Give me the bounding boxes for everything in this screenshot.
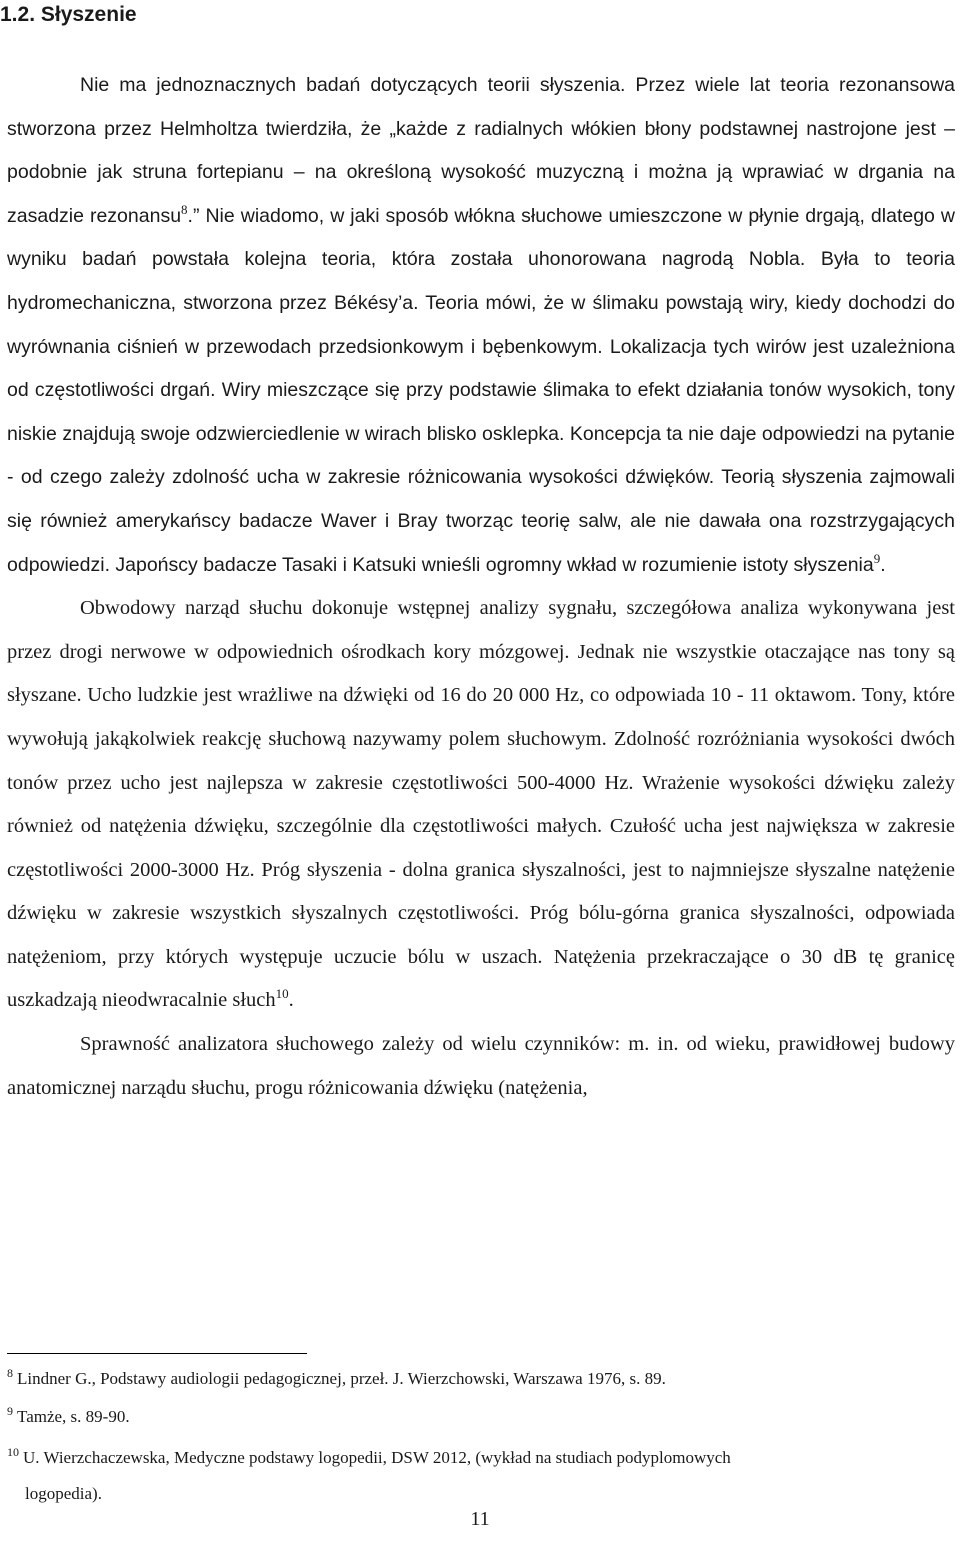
footnote-text: Tamże, s. 89-90. — [17, 1407, 130, 1426]
paragraph-1-text-cont: .” Nie wiadomo, w jaki sposób włókna słuchowe umieszczone w płynie drgają, dlatego w wyniku badań powstała kolejna teoria, która została uhonorowana nagrodą Nobla. Była to teoria hydromechaniczna, stworzona przez Békésy’a. Teoria mówi, że w ślimaku powstają wiry, kiedy dochodzi do wyrównania ciśnień w przewodach przedsionkowym i bębenkowym. Lokalizacja tych wirów jest uzależniona od częstotliwości drgań. Wiry mieszczące się przy podstawie ślimaka to efekt działania tonów wysokich, tony niskie znajdują swoje odzwierciedlenie w wirach blisko osklepka. Koncepcja ta nie daje odpowiedzi na pytanie - od czego zależy zdolność ucha w zakresie różnicowania wysokości dźwięków. Teorią słyszenia zajmowali się również amerykańscy badacze Waver i Bray tworząc teorię salw, ale nie dawała ona rozstrzygających odpowiedzi. Japońscy badacze Tasaki i Katsuki wnieśli ogromny wkład w rozumienie istoty słyszenia — [7, 204, 955, 576]
paragraph-1 — [7, 64, 955, 587]
footnote-9 — [7, 1402, 955, 1432]
footnote-text: U. Wierzchaczewska, Medyczne podstawy logopedii, DSW 2012, (wykład na studiach podyplomowych — [23, 1448, 731, 1467]
paragraph-3-text: Sprawność analizatora słuchowego zależy od wielu czynników: m. in. od wieku, prawidłowej budowy anatomicznej narządu słuchu, progu różnicowania dźwięku (natężenia, — [7, 1033, 955, 1099]
paragraph-2-text: Obwodowy narząd słuchu dokonuje wstępnej analizy sygnału, szczegółowa analiza wykonywana jest przez drogi nerwowe w odpowiednich ośrodkach kory mózgowej. Jednak nie wszystkie otaczające nas tony są słyszane. Ucho ludzkie jest wrażliwe na dźwięki od 16 do 20 000 Hz, co odpowiada 10 - 11 oktawom. Tony, które wywołują jakąkolwiek reakcję słuchową nazywamy polem słuchowym. Zdolność rozróżniania wysokości dwóch tonów przez ucho jest najlepsza w zakresie częstotliwości 500-4000 Hz. Wrażenie wysokości dźwięku zależy również od natężenia dźwięku, szczególnie dla częstotliwości małych. Czułość ucha jest największa w zakresie częstotliwości 2000-3000 Hz. Próg słyszenia - dolna granica słyszalności, jest to najmniejsze słyszalne natężenie dźwięku w zakresie wszystkich słyszalnych częstotliwości. Próg bólu-górna granica słyszalności, odpowiada natężeniom, przy których występuje uczucie bólu w uszach. Natężenia przekraczające o 30 dB tę granicę uszkadzają nieodwracalnie słuch — [7, 597, 955, 1012]
section-heading: 1.2. Słyszenie — [0, 3, 137, 26]
body-text — [7, 64, 955, 1110]
paragraph-1-text: Nie ma jednoznacznych badań dotyczących teorii słyszenia. Przez wiele lat teoria rezonansowa stworzona przez Helmholtza twierdziła, że „każde z radialnych włókien błony podstawnej nastrojone jest – podobnie jak struna fortepianu – na określoną wysokość muzyczną i można ją wprawiać w drgania na zasadzie rezonansu — [7, 74, 955, 227]
paragraph-1-text-end: . — [880, 553, 886, 576]
paragraph-2 — [7, 587, 955, 1023]
footnote-separator — [7, 1353, 307, 1354]
footnote-number: 10 — [7, 1445, 19, 1460]
footnote-text: Lindner G., Podstawy audiologii pedagogicznej, przeł. J. Wierzchowski, Warszawa 1976, s. 89. — [17, 1369, 666, 1388]
footnote-text-continuation: logopedia). — [25, 1484, 102, 1503]
paragraph-3 — [7, 1023, 955, 1110]
footnote-ref-9[interactable]: 9 — [873, 550, 881, 566]
footnote-number: 9 — [7, 1404, 13, 1419]
footnote-8 — [7, 1364, 955, 1394]
footnote-ref-8[interactable]: 8 — [181, 201, 188, 217]
footnotes — [7, 1364, 955, 1520]
paragraph-2-text-end: . — [288, 989, 294, 1012]
page-number: 11 — [470, 1508, 490, 1530]
footnote-10 — [7, 1440, 955, 1512]
footnote-number: 8 — [7, 1366, 13, 1381]
footnote-ref-10[interactable]: 10 — [275, 986, 289, 1002]
